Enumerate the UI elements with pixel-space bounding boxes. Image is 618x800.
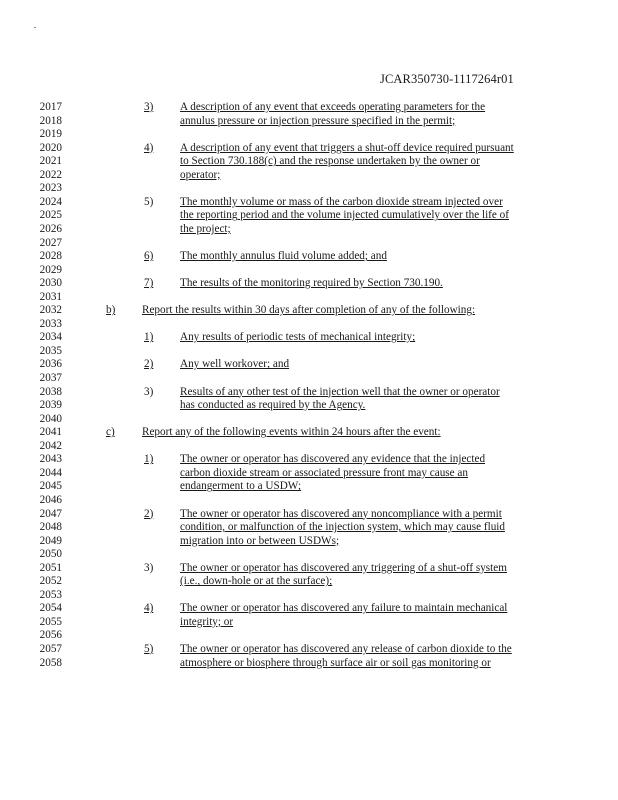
item-label: 3) <box>144 561 154 574</box>
item-label: 6) <box>144 250 154 263</box>
item-text-line: Any well workover; and <box>180 358 290 371</box>
item-text-line: The results of the monitoring required by Section 730.190. <box>180 277 443 290</box>
item-text-line: The owner or operator has discovered any noncompliance with a permit <box>180 507 502 520</box>
line-number: 2048 <box>39 521 62 534</box>
line-number: 2028 <box>39 250 62 263</box>
line-number: 2021 <box>39 155 62 168</box>
line-number: 2050 <box>39 548 62 561</box>
line-number: 2042 <box>39 439 62 452</box>
line-number: 2023 <box>39 182 62 195</box>
line-number: 2039 <box>39 399 62 412</box>
line-number: 2031 <box>39 290 62 303</box>
item-text-line: annulus pressure or injection pressure specified in the permit; <box>180 114 456 127</box>
line-number: 2049 <box>39 534 62 547</box>
item-text-line: has conducted as required by the Agency. <box>180 399 366 412</box>
item-text-line: Report the results within 30 days after completion of any of the following: <box>142 304 476 317</box>
item-text-line: to Section 730.188(c) and the response undertaken by the owner or <box>180 155 480 168</box>
line-number: 2022 <box>39 168 62 181</box>
item-label: 3) <box>144 385 154 398</box>
line-number: 2019 <box>39 128 62 141</box>
item-text-line: The owner or operator has discovered any release of carbon dioxide to the <box>180 643 512 655</box>
item-text-line: The monthly volume or mass of the carbon dioxide stream injected over <box>180 195 503 208</box>
item-text-line: the project; <box>180 222 231 235</box>
item-text-line: migration into or between USDWs; <box>180 534 340 547</box>
line-number: 2038 <box>39 385 62 398</box>
item-text-line: The monthly annulus fluid volume added; and <box>180 250 387 263</box>
item-label: 2) <box>144 358 154 371</box>
item-text-line: operator; <box>180 168 221 181</box>
item-text-line: carbon dioxide stream or associated pressure front may cause an <box>180 466 468 479</box>
line-number: 2053 <box>39 588 62 601</box>
line-number: 2035 <box>39 344 62 357</box>
line-number: 2056 <box>39 629 62 642</box>
line-number: 2026 <box>39 222 62 235</box>
line-number: 2024 <box>39 195 62 208</box>
item-label: 5) <box>144 643 154 655</box>
line-number: 2037 <box>39 372 62 384</box>
line-number: 2043 <box>39 453 62 466</box>
line-number: 2030 <box>39 277 62 290</box>
item-text-line: Any results of periodic tests of mechanical integrity; <box>180 331 416 344</box>
item-text-line: integrity; or <box>180 615 234 628</box>
item-text-line: The owner or operator has discovered any evidence that the injected <box>180 453 486 466</box>
item-text-line: condition, or malfunction of the injection system, which may cause fluid <box>180 521 505 534</box>
line-number: 2054 <box>39 602 62 615</box>
item-text-line: Report any of the following events within 24 hours after the event: <box>142 426 441 439</box>
document-id: JCAR350730-1117264r01 <box>380 72 514 86</box>
line-number: 2040 <box>39 412 62 425</box>
item-label: 4) <box>144 141 154 154</box>
line-number: 2046 <box>39 493 62 506</box>
item-label: 7) <box>144 277 154 290</box>
item-text-line: The owner or operator has discovered any triggering of a shut-off system <box>180 561 507 574</box>
line-number: 2032 <box>39 304 62 317</box>
item-text-line: (i.e., down-hole or at the surface); <box>180 575 333 588</box>
line-number: 2018 <box>39 114 62 127</box>
line-number: 2025 <box>39 209 62 222</box>
scan-artifact <box>34 27 36 28</box>
item-text-line: A description of any event that exceeds operating parameters for the <box>180 101 486 113</box>
line-number: 2055 <box>39 615 62 628</box>
line-number: 2041 <box>39 426 62 439</box>
item-label: 3) <box>144 101 154 113</box>
line-number: 2020 <box>39 141 62 154</box>
item-text-line: Results of any other test of the injection well that the owner or operator <box>180 385 500 398</box>
line-number: 2052 <box>39 575 62 588</box>
line-number: 2051 <box>39 561 62 574</box>
item-label: c) <box>106 426 115 439</box>
line-number: 2033 <box>39 317 62 330</box>
item-label: 4) <box>144 602 154 615</box>
item-label: b) <box>106 304 116 317</box>
item-label: 2) <box>144 507 154 520</box>
line-number: 2017 <box>39 101 62 113</box>
item-text-line: the reporting period and the volume injected cumulatively over the life of <box>180 209 509 222</box>
item-label: 1) <box>144 453 154 466</box>
item-text-line: endangerment to a USDW; <box>180 480 302 493</box>
item-text-line: A description of any event that triggers a shut-off device required pursuant <box>180 141 514 154</box>
item-label: 1) <box>144 331 154 344</box>
item-label: 5) <box>144 195 154 208</box>
line-number: 2045 <box>39 480 62 493</box>
line-number: 2029 <box>39 263 62 276</box>
line-number: 2047 <box>39 507 62 520</box>
line-number: 2034 <box>39 331 62 344</box>
line-number: 2044 <box>39 466 62 479</box>
line-number: 2036 <box>39 358 62 371</box>
line-number: 2027 <box>39 236 62 249</box>
line-number: 2058 <box>39 656 62 669</box>
line-number: 2057 <box>39 643 62 655</box>
item-text-line: The owner or operator has discovered any failure to maintain mechanical <box>180 602 508 615</box>
item-text-line: atmosphere or biosphere through surface air or soil gas monitoring or <box>180 656 491 669</box>
